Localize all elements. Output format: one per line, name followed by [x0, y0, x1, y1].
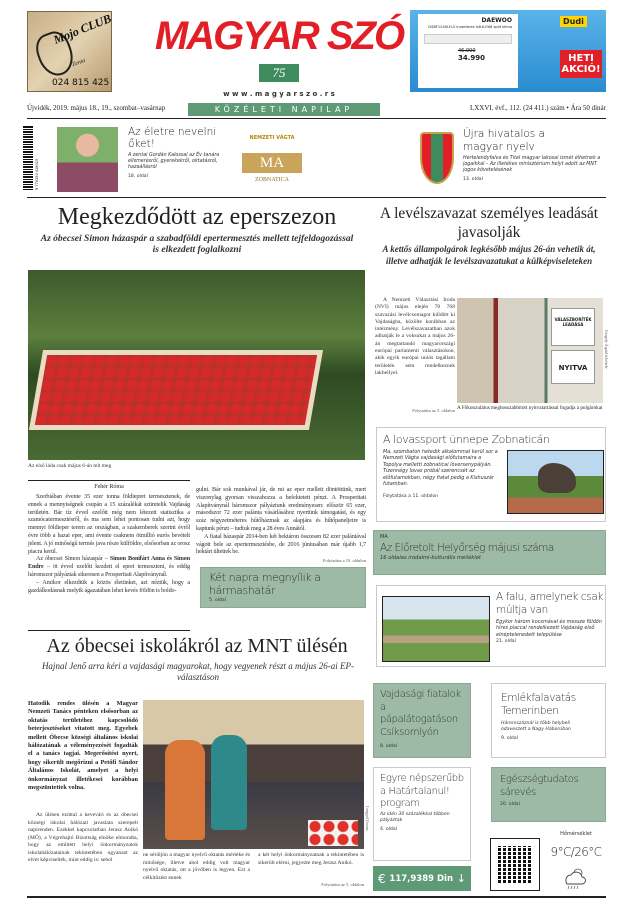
- person-teal: [211, 735, 247, 830]
- teaser-summary: Hertelendyfalva és Titel magyar lakosai ismét élhetnek a jogaikkal – Az illetékes minisztérium helyt adott az MNT jogos követelésének: [463, 156, 601, 173]
- second-rule: [28, 630, 190, 631]
- website-url[interactable]: w w w . m a g y a r s z o . r s: [223, 90, 335, 98]
- vagta-logo-mid: MA: [242, 153, 302, 173]
- box-kicker: MA: [380, 534, 388, 540]
- mojo-club-ad[interactable]: [27, 11, 112, 92]
- village-photo: [382, 596, 490, 662]
- strawberry-crate: [29, 350, 323, 430]
- lead-paragraph: gulni. Bár sok munkával jár, de mi az eper mellett döntöttünk, mert viszonylag gyorsan visszahozza a befektetett pénzt. A Prosperitati Alapítványnál háromszor pályáztunk eredményesen: először 65 ezer, másodszor 72 ezer palánta vásárlásához nyertünk támogatást, és egy száz négyzetméteres hűtőházmak az alapjára és hűtőpaneljeire is kaptunk pénzt – tudtuk meg a 28 éves Annától.: [196, 486, 366, 532]
- box-lovassport[interactable]: [376, 427, 606, 522]
- right-photo-consulate[interactable]: [457, 298, 603, 403]
- tile-temerin[interactable]: [491, 683, 606, 758]
- byline-rule: [28, 480, 190, 481]
- lead-byline: Fehér Róma: [94, 484, 124, 490]
- lead-paragraph: A fiatal házaspár 2014-ben két hektáron összesen 82 ezer palántával vágott bele az epertermesztésbe, de 2016 júniusában már újabb 1,7 hektárt ültettek be.: [196, 532, 366, 556]
- lead-subhead: Az óbecsei Simon házaspár a szabadföldi epertermesztés mellett tejfeldogozással is elkezdett foglalkozni: [40, 234, 354, 255]
- person-orange: [165, 740, 205, 840]
- horse-statue-photo: [507, 450, 604, 514]
- coat-of-arms-icon: [420, 132, 454, 184]
- lead-paragraph: Szerbiában évente 35 ezer tonna földiepret termesztenek, de ennek a mennyiségnek csupán a 15 százalékát szüretelik Vajdaság területén. Bár tíz évvel ezelőtt még nem létezett statisztika a szamócatermesztésről, és ma sem lehet pontosan tudni azt, hogy mennyi földieper terem az országban, a szakemberek szerint évről évre több a hazai eper, ami évente csaknem ötmillió eurós bevételt jelent. A jó minőségű termés java része külföldre, elsősorban az orosz piacra kerül.: [28, 493, 191, 555]
- box-harmashatar[interactable]: [200, 567, 366, 608]
- lead-continued[interactable]: Folytatása a 19. oldalon: [323, 558, 366, 564]
- box-page: 5. oldal: [209, 598, 226, 604]
- box-summary: Ma, szombaton hetedik alkalommal kerül sor a Nemzeti Vágta vajdasági előfutamaira a Topolya melletti zobnaticai lóversenypályán. Tizennégy lovas próbál szerencsét az előfutamokban, négy fiatal pedig a Kishuszár futamban.: [383, 449, 498, 488]
- box-page: 21. oldal: [496, 639, 516, 645]
- qr-code[interactable]: [490, 838, 540, 891]
- second-column-3: a két helyi önkormányzatnak a tekintetében is sikerült elérni, jegyezte meg Jerasz Anikó.: [258, 852, 364, 866]
- vagta-logo-top: NEMZETI VÁGTA: [249, 135, 295, 141]
- lead-names: Simon Bonifárt Anna és Simon Endre: [28, 555, 190, 571]
- sign-envelope: VÁLASZBORÍTÉK LEADÁSA: [551, 308, 595, 346]
- lead-paragraph: – Amikor elkezdtük a közös életünket, azt néztük, hogy a gazdálkodásnak melyik ágazatában lehet kevés földön is boldo-: [28, 578, 190, 594]
- teaser-title: Az életre nevelni őket!: [128, 126, 217, 150]
- nemzeti-vagta-logo[interactable]: [238, 127, 306, 191]
- tile-page: 20. oldal: [500, 802, 520, 807]
- second-photo-credit: Lengyel Ferenc: [365, 806, 370, 831]
- tile-hatartalanul[interactable]: [373, 767, 471, 861]
- right-subhead: A kettős állampolgárok legkésőbb május 26-án vehetik át, illetve adhatják le levélszavazatukat a külképviseleteken: [382, 244, 596, 266]
- qr-pattern: [498, 846, 532, 883]
- lead-photo-caption: Az első láda csak május 6-án telt meg: [28, 463, 112, 469]
- tile-title: Egyre népszerűbb a Határtalanul! program: [380, 773, 464, 809]
- lead-column-1: [28, 493, 190, 594]
- tile-sareves[interactable]: [491, 767, 606, 822]
- ac-unit-image: [424, 34, 512, 44]
- tile-title: Vajdasági fiatalok a pápalátogatáson Csíksomlyón: [380, 689, 461, 738]
- ad-brand-right: DAEWOO: [481, 17, 512, 24]
- tile-page: 4. oldal: [380, 826, 397, 832]
- box-summary: Egykor három kocsmával és messze földön híres piaccal rendelkezett Vajdaság első elnéptelenedett települése: [496, 619, 602, 638]
- teaser-language[interactable]: [463, 128, 606, 182]
- box-page: Folytatása a 11. oldalon: [383, 494, 439, 500]
- header-rule: [27, 118, 606, 119]
- teaser-page: 18. oldal: [128, 174, 148, 179]
- second-continued[interactable]: Folytatása az 5. oldalon: [321, 882, 364, 887]
- ad-old-price: 46.990: [458, 48, 476, 54]
- vagta-logo-bottom: ZOBNATICA: [255, 177, 289, 183]
- issue-info: LXXVI. évf., 112. (24 411.) szám • Ára 50 dinár: [469, 104, 606, 112]
- teaser-page: 13. oldal: [463, 177, 483, 182]
- second-column-2: ne sérüljön a magyar nyelvű oktatás mértéke és minősége, illetve ahol eddig volt magyar nyelvű oktatás, ott a jövőben is legyen. Ezt a célkitűzést ennek: [143, 852, 250, 881]
- barcode: [23, 126, 33, 190]
- lead-text: Az óbecsei Simon házaspár –: [36, 555, 110, 563]
- teaser-rule: [27, 197, 606, 198]
- second-photo-council[interactable]: [143, 700, 364, 849]
- lead-headline[interactable]: Megkezdődött az eperszezon: [57, 204, 337, 230]
- tile-csiksomlyo[interactable]: [373, 683, 471, 758]
- teaser-photo-teacher[interactable]: [57, 127, 118, 192]
- tile-summary: Az idén 30 százalékkal többen pályáztak: [380, 811, 450, 823]
- flowers: [308, 820, 358, 846]
- tile-title: Emlékfalavatás Temerinben: [501, 692, 576, 717]
- right-continued[interactable]: Folytatása az 5. oldalon: [412, 408, 455, 413]
- daewoo-ad[interactable]: [410, 10, 606, 92]
- masthead-logo[interactable]: [150, 14, 408, 86]
- tile-page: 9. oldal: [501, 736, 518, 741]
- tile-summary: Háromszáznál is több helybeli odaveszett a Nagy Háborúban: [501, 721, 571, 732]
- teaser-title: Újra hivatalos a magyar nyelv: [463, 128, 546, 153]
- box-falu[interactable]: [376, 585, 606, 667]
- cloud-rain-sun-icon: [561, 866, 587, 895]
- weather-label: Hőmérséklet: [560, 831, 592, 837]
- right-photo-caption: A Főkonzulátus meghosszabbított nyitvatartással fogadja a polgárokat: [457, 405, 603, 411]
- ad-phone: 024 815 425: [52, 78, 110, 88]
- ad-product-card: [418, 14, 518, 88]
- ad-product: DSBF1245LH-V inverteres hűtő-fűtő split klíma: [428, 25, 512, 29]
- box-helyorseg[interactable]: [373, 530, 606, 575]
- ad-price: 34.990: [458, 54, 486, 62]
- tagline-band: KÖZÉLETI NAPILAP: [188, 103, 380, 116]
- ad-store: Dudi: [560, 16, 587, 27]
- lead-column-2: [196, 486, 366, 556]
- second-lede: Hatodik rendes ülésén a Magyar Nemzeti Tanács pénteken elsősorban az oktatás területéhez kapcsolódó beterjesztéseket vitatott meg. Egyebek mellett Óbecse községi általános iskolai hálózatának a véleményezését fogadták el a tanács tagjai. Megerősítést nyert, hogy sikerült megőrizni a Petőfi Sándor Általános Iskolát, amelyet a helyi önkormányzat illetékesei korábban megszüntettek volna.: [28, 700, 138, 792]
- teaser-summary: A zentai Gordán Kalossal az Év tanára elismerésről, gyerekekről, oktatásról, hazaállásról: [128, 153, 220, 170]
- anniversary-badge: 75: [259, 64, 299, 82]
- masthead-title: MAGYAR SZÓ: [154, 14, 404, 58]
- box-title: Két napra megnyílik a hármashatár: [209, 571, 321, 598]
- barcode-number: 9 770350 418015: [35, 158, 39, 190]
- tile-page: 8. oldal: [380, 744, 397, 749]
- dateline: Újvidék, 2019. május 18., 19., szombat–vasárnap: [27, 104, 166, 112]
- second-column-1: Az ülésen ezúttal a kevevári és az óbecsei községi iskolai hálózati javaslata szerepelt napirenden. Ezekkel kapcsolatban Jerasz Anikó (MÖ), a Végrehajtó Bizottság elnöke elmondta, hogy az említett helyi önkormányzatok iskolahálózatainak tekintetében ugyanazt az elvet képviselték, mint eddig is: sehol: [28, 812, 138, 863]
- box-title: Az Előretolt Helyőrség májusi száma: [380, 542, 554, 554]
- box-title: A lovassport ünnepe Zobnaticán: [383, 433, 550, 446]
- ad-city: Zenta: [71, 57, 87, 69]
- weather-range: 9°C/26°C: [550, 845, 602, 859]
- exchange-rate: 117,9389 Din: [389, 873, 454, 884]
- footer-rule: [27, 896, 606, 898]
- second-headline[interactable]: Az óbecsei iskolákról az MNT ülésén: [46, 635, 348, 657]
- tile-title: Egészségtudatos sárevés: [500, 774, 579, 798]
- right-headline[interactable]: A levélszavazat személyes leadását javasolják: [379, 205, 599, 241]
- second-subhead: Hajnal Jenő arra kéri a vajdasági magyarokat, hogy vegyenek részt a május 26-ai EP-választáson: [41, 661, 355, 682]
- exchange-rate-box[interactable]: [373, 866, 471, 891]
- ad-promo: HETI AKCIÓ!: [560, 50, 602, 78]
- euro-icon: €: [378, 871, 386, 886]
- lead-text: – öt évvel ezelőtt kezdett el epret termeszteni, és eddig háromszor pályáztak sikeresen a Prosperitati Alapítványnál.: [28, 563, 190, 578]
- sign-open: NYITVA: [551, 350, 595, 384]
- ad-brand: Mojo CLUB: [51, 11, 114, 47]
- horse-shape: [538, 463, 576, 493]
- right-body: A Nemzeti Választási Iroda (NVI) május elején 70 768 szavazási levélcsomagot küldött ki Vajdaságba, közölte korábban az intézmény. Levélszavazatban azok adhatják le a voksukat a május 26-án megtartandó magyarországi európai parlamenti választásokon, akik egyik európai uniós tagállam területén sem rendelkeznek lakhellyel.: [375, 297, 455, 376]
- right-photo-credit: Gergely Árpád felvétele: [604, 330, 609, 369]
- trend-down-icon: ↓: [456, 872, 466, 885]
- box-title: A falu, amelynek csak múltja van: [496, 591, 604, 616]
- lead-photo-strawberries[interactable]: [28, 270, 365, 460]
- box-summary: 16 oldalas irodalmi-kulturális melléklet: [380, 555, 481, 561]
- lead-column-2-stack: [196, 486, 366, 608]
- teaser-education[interactable]: [128, 126, 220, 179]
